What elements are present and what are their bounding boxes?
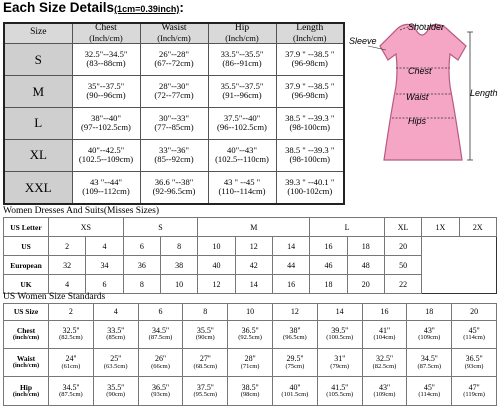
us-row [4,304,497,321]
size-value-cm: (96--102.5cm) [217,122,267,133]
us-value-cm: (114cm) [418,391,441,399]
size-label: L [4,107,72,139]
size-cell [276,171,344,204]
size-cell [208,75,276,107]
size-value-cm: (90--96cm) [86,90,126,101]
us-row-label [4,377,49,406]
dress-cell: 46 [310,256,347,275]
us-cell [93,348,138,376]
size-value-inch: 38"--40" [91,113,121,124]
us-value-inch: 45'' [423,382,435,392]
us-value-inch: 36.5'' [241,325,259,335]
us-cell [317,377,362,406]
dress-row [4,275,497,294]
us-row-label-text: US Size [13,306,39,316]
us-cell [407,320,452,348]
size-value-inch: 35.5"--37.5" [220,81,264,92]
us-value-cm: (87.5cm) [59,391,83,399]
us-value-inch: 31'' [334,354,346,364]
dress-cell: 38 [160,256,197,275]
dress-row-label: US [4,237,49,256]
size-label: S [4,43,72,75]
us-value-inch: 4 [113,306,118,316]
us-row-label-unit: (inch/cm) [12,390,40,398]
us-row-label [4,304,49,321]
us-value-cm: (85cm) [106,334,126,342]
size-row [4,107,344,139]
us-row-label [4,348,49,376]
us-cell [93,377,138,406]
dress-cell: XS [49,218,124,237]
us-cell [49,348,94,376]
waist-label: Waist [406,92,429,102]
us-value-inch: 38'' [289,325,301,335]
dress-cell: 16 [272,275,309,294]
dress-cell: 16 [310,237,347,256]
dress-cell: 10 [160,275,197,294]
dress-cell: 4 [49,275,86,294]
size-value-cm: (67--72cm) [154,58,194,69]
dress-row-label: UK [4,275,49,294]
size-label: XL [4,139,72,171]
us-value-cm: (75cm) [285,362,305,370]
us-cell [272,348,317,376]
us-value-inch: 34.5'' [152,325,169,335]
us-value-cm: (93cm) [151,391,170,399]
size-cell [208,139,276,171]
size-value-cm: (98-100cm) [289,154,331,165]
us-value-cm: (66cm) [151,362,170,370]
size-header-cell [140,23,208,43]
size-cell [208,43,276,75]
dress-row [4,237,497,256]
title-main: Each Size Details [3,0,115,15]
us-value-inch: 34.5'' [62,382,80,392]
us-value-inch: 36.5'' [152,382,169,392]
us-cell [183,320,228,348]
size-cell [276,43,344,75]
size-cell [276,75,344,107]
size-cell [140,75,208,107]
size-value-cm: (96-98cm) [291,58,328,69]
dress-cell: 4 [86,237,123,256]
dress-cell: 12 [198,275,235,294]
us-value-cm: (98cm) [240,391,260,399]
size-value-cm: (110--114cm) [218,186,266,197]
us-cell [228,320,273,348]
hips-label: Hips [408,116,427,126]
dress-cell: 10 [198,237,235,256]
size-value-inch: 33.5"--35.5" [220,49,264,60]
us-cell [49,304,94,321]
us-cell [138,377,183,406]
size-value-inch: 37.5"--40" [223,113,261,124]
us-cell [362,320,407,348]
us-value-cm: (87.5cm) [148,334,173,342]
dress-cell: L [310,218,385,237]
us-row-label-text: Waist [16,354,36,364]
dress-cell: 42 [235,256,272,275]
us-cell [49,320,94,348]
dress-cell: S [123,218,198,237]
dress-cell: M [198,218,310,237]
dress-cell: 2 [49,237,86,256]
us-value-inch: 18 [425,306,434,316]
dress-cell: 18 [347,237,384,256]
us-row-label-text: Chest [16,325,36,335]
us-value-inch: 43'' [423,325,435,335]
size-header-label: Wasist [161,23,187,33]
us-value-cm: (90cm) [106,391,126,399]
us-row-label-unit: (inch/cm) [12,333,40,341]
us-value-cm: (90cm) [195,334,215,342]
size-row [4,171,344,204]
us-cell [362,304,407,321]
size-value-cm: (72--77cm) [154,90,194,101]
size-value-cm: (102.5--110cm) [215,154,269,165]
size-value-inch: 30"--33" [159,113,189,124]
size-cell [276,107,344,139]
us-value-cm: (68.5cm) [193,362,218,370]
us-value-inch: 10 [246,306,255,316]
size-table-header-row [4,23,344,43]
us-cell [93,320,138,348]
dress-measurement-figure [346,18,500,204]
us-value-inch: 37.5'' [196,382,214,392]
us-value-cm: (82.5cm) [372,362,397,370]
us-cell [272,320,317,348]
us-value-inch: 20 [470,306,479,316]
us-row-label-unit: (inch/cm) [12,362,40,370]
us-value-inch: 8 [203,306,208,316]
size-row [4,43,344,75]
dress-cell: 48 [347,256,384,275]
us-cell [228,304,273,321]
size-header-label: Length [296,23,324,33]
us-value-cm: (92.5cm) [238,334,262,342]
size-value-inch: 39.3 " --40.1 " [285,177,335,188]
size-cell [208,171,276,204]
us-value-inch: 38.5'' [241,382,259,392]
us-cell [317,320,362,348]
dress-cell: 20 [384,237,421,256]
us-cell [452,348,497,376]
us-cell [362,377,407,406]
us-cell [228,377,273,406]
us-value-inch: 33.5'' [107,325,125,335]
size-label: M [4,75,72,107]
us-cell [407,304,452,321]
us-value-inch: 27'' [199,354,211,364]
us-cell [183,348,228,376]
dress-row [4,256,497,275]
dress-cell: 44 [272,256,309,275]
size-cell [140,171,208,204]
size-value-inch: 43 " --45 " [223,177,261,188]
size-header-cell [72,23,140,43]
size-value-inch: 37.9 " --38.5 " [285,81,335,92]
us-value-inch: 35.5'' [196,325,214,335]
dress-cell: 12 [235,237,272,256]
dress-cell: 6 [123,237,160,256]
us-cell [49,377,94,406]
us-value-cm: (109cm) [418,334,441,342]
us-value-inch: 32.5'' [376,354,393,364]
size-header-unit: (Inch/cm) [89,32,123,43]
size-cell [140,139,208,171]
size-label: XXL [4,171,72,204]
size-header-label: Size [30,27,47,38]
size-header-unit: (Inch/cm) [157,32,191,43]
title-colon: : [179,0,184,15]
us-cell [317,348,362,376]
dress-cell: 50 [384,256,421,275]
us-row [4,377,497,406]
dress-cell: 14 [235,275,272,294]
size-value-cm: (109--112cm) [82,186,130,197]
us-cell [452,304,497,321]
dress-cell: 36 [123,256,160,275]
us-row-label-text: Hip [19,382,33,392]
us-cell [183,304,228,321]
us-value-inch: 39.5'' [331,325,349,335]
us-cell [407,377,452,406]
us-value-inch: 6 [158,306,163,316]
us-value-inch: 41'' [379,325,390,335]
size-value-cm: (85--92cm) [154,154,194,165]
us-value-inch: 32.5'' [62,325,80,335]
us-value-inch: 35.5'' [107,382,125,392]
size-header-unit: (Inch/cm) [225,32,259,43]
us-value-inch: 43'' [379,382,390,392]
dress-cell: 14 [272,237,309,256]
size-value-cm: (86--91cm) [222,58,262,69]
dress-section-title: Women Dresses And Suits(Misses Sizes) [3,206,159,216]
size-value-cm: (98-100cm) [289,122,331,133]
us-row [4,320,497,348]
dress-row [4,218,497,237]
dress-cell: 8 [160,237,197,256]
us-cell [138,304,183,321]
us-value-cm: (71cm) [240,362,260,370]
us-value-cm: (114cm) [463,334,485,342]
us-value-cm: (87.5cm) [417,362,442,370]
size-value-inch: 40"--42.5" [87,145,125,156]
us-cell [452,377,497,406]
size-value-inch: 36.6 "--38" [154,177,194,188]
us-value-cm: (63.5cm) [103,362,128,370]
us-value-inch: 24'' [65,354,77,364]
size-header-unit: (Inch/cm) [292,32,327,43]
dress-cell: 6 [86,275,123,294]
us-cell [183,377,228,406]
us-size-standards-table [3,303,497,406]
us-value-cm: (61cm) [61,362,81,370]
us-value-inch: 26'' [155,354,166,364]
us-value-inch: 28'' [244,354,256,364]
dress-cell: 34 [86,256,123,275]
dress-cell: 8 [123,275,160,294]
us-cell [452,320,497,348]
size-value-inch: 43 "--44" [89,177,123,188]
size-value-inch: 32.5"--34.5" [84,49,128,60]
size-value-cm: (77--85cm) [154,122,194,133]
us-cell [228,348,273,376]
us-value-cm: (109cm) [373,391,396,399]
us-value-inch: 12 [290,306,299,316]
title-unit: (1cm=0.39inch) [114,4,180,14]
size-cell [72,171,140,204]
size-header-cell [208,23,276,43]
us-value-inch: 45'' [468,325,480,335]
dress-cell: 40 [198,256,235,275]
page-title [3,0,184,15]
dress-cell: 1X [422,218,459,237]
size-cell [276,139,344,171]
size-cell [140,107,208,139]
size-value-inch: 33"--36" [159,145,189,156]
size-value-inch: 40"--43" [227,145,257,156]
size-cell [72,75,140,107]
us-cell [362,348,407,376]
dress-row-label: US Letter [4,218,49,237]
us-value-inch: 40'' [289,382,301,392]
size-value-inch: 38.5 " --39.3 " [285,145,335,156]
size-value-cm: (102.5--109cm) [78,154,134,165]
us-cell [138,320,183,348]
size-value-inch: 35"--37.5" [87,81,125,92]
dress-cell: 22 [384,275,421,294]
size-details-table [3,22,345,205]
size-value-inch: 28"--30" [159,81,189,92]
us-value-inch: 14 [335,306,344,316]
size-header-label: Hip [234,23,250,33]
size-cell [140,43,208,75]
us-value-inch: 2 [68,306,73,316]
size-header-label: Chest [95,23,117,33]
size-value-inch: 38.5 " --39.3 " [285,113,335,124]
us-value-cm: (105.5cm) [326,391,354,399]
us-value-cm: (101.5cm) [281,391,309,399]
dress-cell: 18 [310,275,347,294]
size-value-cm: (83--88cm) [86,58,126,69]
dress-row-label: European [4,256,49,275]
size-value-inch: 26"--28" [159,49,189,60]
size-value-cm: (97--102.5cm) [81,122,131,133]
us-value-cm: (82.5cm) [59,334,83,342]
size-value-cm: (100-102cm) [287,186,333,197]
size-value-inch: 37.9 " --38.5 " [285,49,335,60]
size-row [4,139,344,171]
shoulder-label: Shoulder [408,22,445,32]
us-cell [317,304,362,321]
dress-cell: XL [384,218,421,237]
size-cell [208,107,276,139]
us-value-cm: (96.5cm) [283,334,307,342]
size-value-cm: (96-98cm) [291,90,328,101]
size-header-cell [276,23,344,43]
us-row-label [4,320,49,348]
chest-label: Chest [408,66,432,76]
us-value-cm: (100.5cm) [326,334,354,342]
us-value-cm: (93cm) [464,362,484,370]
us-section-title: US Women Size Standards [3,292,106,302]
us-value-inch: 47'' [468,382,480,392]
us-cell [138,348,183,376]
us-value-inch: 29.5'' [286,354,304,364]
us-cell [407,348,452,376]
us-value-inch: 16 [380,306,389,316]
us-value-inch: 25'' [110,354,122,364]
size-cell [72,107,140,139]
dress-cell: 32 [49,256,86,275]
us-value-inch: 36.5'' [465,354,483,364]
us-value-cm: (95.5cm) [193,391,218,399]
dress-size-table [3,217,497,294]
size-row [4,75,344,107]
dress-cell: 20 [347,275,384,294]
size-cell [72,139,140,171]
size-value-cm: (91--96cm) [222,90,262,101]
us-value-inch: 34.5'' [420,354,438,364]
us-value-cm: (119cm) [463,391,485,399]
us-row [4,348,497,376]
dress-cell: 2X [459,218,496,237]
us-value-cm: (104cm) [373,334,396,342]
size-cell [72,43,140,75]
sleeve-label: Sleeve [349,36,377,46]
us-value-cm: (79cm) [330,362,350,370]
length-label: Length [470,88,498,98]
us-cell [272,377,317,406]
size-header-cell [4,23,72,43]
us-cell [272,304,317,321]
us-value-inch: 41.5'' [331,382,349,392]
us-cell [93,304,138,321]
size-value-cm: (92-96.5cm) [152,186,196,197]
